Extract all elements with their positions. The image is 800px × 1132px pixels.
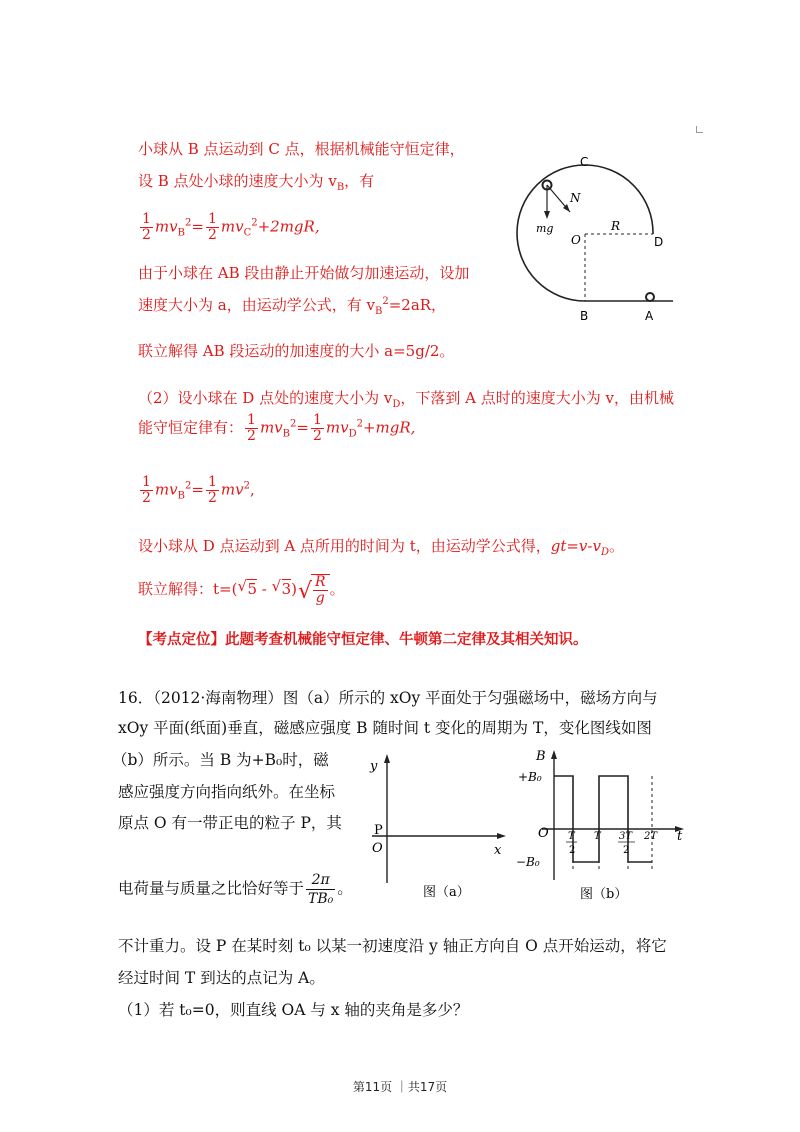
ball-a — [646, 293, 654, 301]
label-o: O — [571, 233, 581, 247]
solution-line-6: 联立解得 AB 段运动的加速度的大小 a=5g/2。 — [138, 342, 455, 360]
problem-line-6: 电荷量与质量之比恰好等于 $\frac{2\pi}{\text{TB₀}}$ 。 — [118, 872, 353, 907]
figure-a-caption: 图（a） — [423, 885, 470, 900]
figure-b-graph — [514, 740, 690, 902]
tick-t-half-den: 2 — [569, 845, 576, 856]
problem-line-4: 感应强度方向指向纸外。在坐标 — [118, 783, 336, 801]
knowledge-point: 【考点定位】此题考查机械能守恒定律、牛顿第二定律及其相关知识。 — [138, 632, 588, 648]
solution-line-2: 设 B 点处小球的速度大小为 $v_B$，有 — [138, 172, 375, 193]
equation-1: $\frac{1}{2}$ $mv_B^2=$ $\frac{1}{2}$ $mv_C^2+2mgR$, — [142, 211, 320, 243]
problem-line-2: xOy 平面(纸面)垂直，磁感应强度 B 随时间 t 变化的周期为 T，变化图线如图 — [118, 719, 652, 737]
label-b: B — [580, 309, 589, 323]
t-axis-label: t — [677, 829, 683, 844]
label-mg: mg — [536, 222, 554, 235]
equation-2: 能守恒定律有： $\frac{1}{2}$ $mv_B^2=$ $\frac{1}{2}$ $mv_D^2+mgR$, — [138, 412, 416, 444]
problem-line-5: 原点 O 有一带正电的粒子 P，其 — [118, 814, 342, 832]
minus-b0-label: −B₀ — [516, 855, 540, 869]
equation-3: $\frac{1}{2}$ $mv_B^2=$ $\frac{1}{2}$ $mv^2$, — [142, 474, 255, 506]
label-d: D — [654, 235, 664, 249]
tick-3t-half-num: 3T — [619, 831, 633, 842]
label-r: R — [611, 219, 621, 233]
b-axis-label: B — [536, 749, 546, 764]
figure-b-caption: 图（b） — [580, 887, 628, 902]
axis-x-label: x — [494, 843, 502, 858]
plus-b0-label: +B₀ — [518, 770, 542, 784]
solution-line-10: 设小球从 D 点运动到 A 点所用的时间为 t，由运动学公式得，$gt=v-v_D$。 — [138, 537, 624, 558]
problem-line-9: （1）若 t₀=0，则直线 OA 与 x 轴的夹角是多少？ — [118, 1001, 469, 1019]
b-origin-label: O — [538, 826, 549, 841]
circular-track-diagram — [508, 150, 678, 325]
figure-a-axes — [360, 748, 510, 900]
point-p-label: P — [374, 823, 383, 838]
solution-line-4: 由于小球在 AB 段由静止开始做匀加速运动，设加 — [138, 264, 470, 282]
axis-y-label: y — [370, 759, 378, 774]
problem-line-1: 16．（2012·海南物理）图（a）所示的 xOy 平面处于匀强磁场中，磁场方向与 — [118, 689, 658, 707]
problem-line-7: 不计重力。设 P 在某时刻 t₀ 以某一初速度沿 y 轴正方向自 O 点开始运动，将它 — [118, 937, 667, 955]
label-c: C — [580, 155, 589, 169]
page-footer: 第11页 ｜共17页 — [352, 1080, 448, 1094]
solution-line-7: （2）设小球在 D 点处的速度大小为 $v_D$，下落到 A 点时的速度大小为 v，由机械 — [138, 389, 675, 410]
label-a: A — [645, 309, 654, 323]
problem-line-8: 经过时间 T 到达的点记为 A。 — [118, 969, 325, 987]
label-n: N — [570, 191, 581, 205]
solution-line-11: 联立解得：t=( √ 5 - √ 3) √ $\frac{R}{g}$ 。 — [138, 574, 345, 606]
tick-2t: 2T — [644, 831, 658, 842]
tick-3t-half-den: 2 — [623, 845, 630, 856]
tick-t: T — [594, 831, 601, 842]
problem-line-3: （b）所示。当 B 为+B₀时，磁 — [112, 751, 329, 769]
corner-mark — [696, 126, 703, 133]
solution-line-5: 速度大小为 a，由运动学公式，有 $v_B^2=2aR$， — [138, 296, 447, 317]
solution-line-1: 小球从 B 点运动到 C 点，根据机械能守恒定律， — [138, 140, 465, 158]
origin-label: O — [372, 841, 383, 856]
tick-t-half-num: T — [568, 831, 575, 842]
